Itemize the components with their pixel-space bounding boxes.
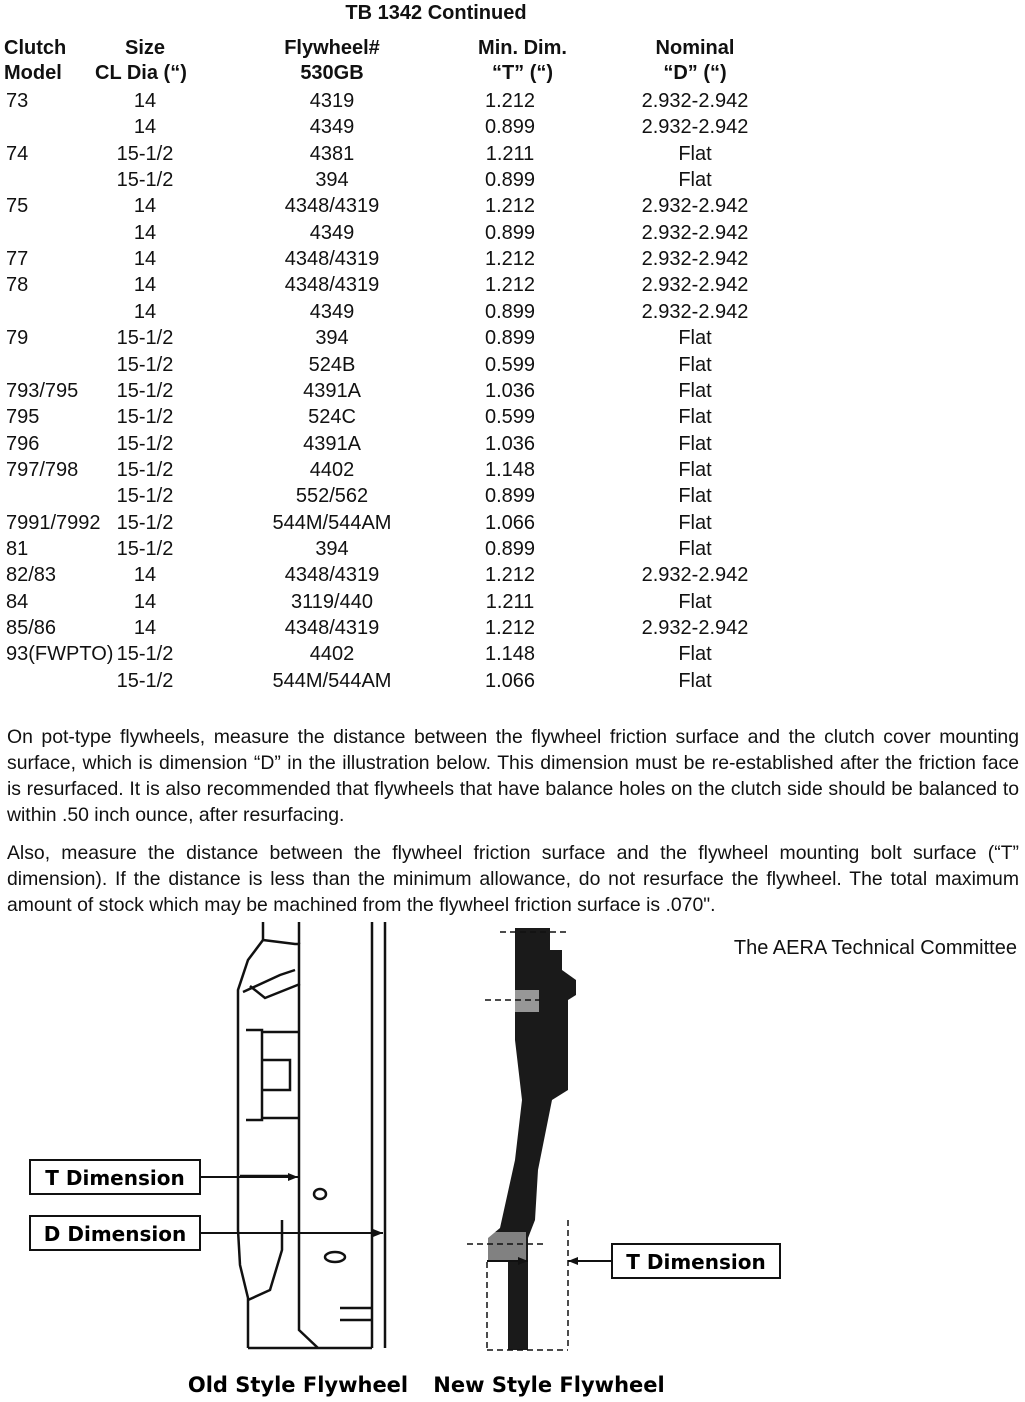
cell-min-dim: 0.899 xyxy=(484,537,536,560)
cell-size: 14 xyxy=(133,274,157,297)
cell-size: 15-1/2 xyxy=(116,458,174,481)
cell-size: 14 xyxy=(133,116,157,139)
cell-size: 14 xyxy=(133,90,157,112)
cell-model: 7991/7992 xyxy=(6,511,101,534)
cell-size: 15-1/2 xyxy=(116,669,174,692)
header-nominal-line1: Nominal xyxy=(655,37,735,59)
cell-min-dim: 1.148 xyxy=(484,643,536,666)
cell-nominal: Flat xyxy=(678,669,712,692)
cell-flywheel: 524C xyxy=(308,406,356,429)
cell-size: 14 xyxy=(133,564,157,587)
cell-nominal: Flat xyxy=(678,379,712,402)
cell-min-dim: 1.212 xyxy=(484,617,536,639)
cell-flywheel: 4349 xyxy=(309,116,355,139)
header-size-line1: Size xyxy=(124,37,166,59)
cell-min-dim: 1.066 xyxy=(484,669,536,692)
header-model-line2: Model xyxy=(4,62,62,84)
cell-model: 793/795 xyxy=(6,379,79,402)
cell-size: 15-1/2 xyxy=(116,353,174,376)
cell-size: 14 xyxy=(133,300,157,323)
credit-line: The AERA Technical Committee xyxy=(733,937,1017,959)
cell-model: 84 xyxy=(6,590,29,613)
cell-flywheel: 4348/4319 xyxy=(284,195,380,218)
cell-min-dim: 1.036 xyxy=(484,379,536,402)
cell-size: 15-1/2 xyxy=(116,485,174,508)
cell-size: 15-1/2 xyxy=(116,537,174,560)
cell-nominal: Flat xyxy=(678,353,712,376)
cell-nominal: 2.932-2.942 xyxy=(641,195,749,218)
cell-size: 15-1/2 xyxy=(116,379,174,402)
cell-nominal: 2.932-2.942 xyxy=(641,116,749,139)
cell-min-dim: 1.212 xyxy=(484,195,536,218)
cell-nominal: Flat xyxy=(678,458,712,481)
cell-nominal: Flat xyxy=(678,142,712,165)
cell-min-dim: 1.212 xyxy=(484,90,536,112)
cell-min-dim: 0.899 xyxy=(484,116,536,139)
new-style-flywheel-drawing xyxy=(467,928,576,1350)
cell-flywheel: 4348/4319 xyxy=(284,617,380,639)
header-flywheel-line1: Flywheel# xyxy=(284,37,380,59)
cell-nominal: 2.932-2.942 xyxy=(641,564,749,587)
paragraph-pot-type: On pot-type flywheels, measure the distance between the flywheel friction surface and the clutch cover mounting surface, which is dimension “D” in the illustration below. This dimension must be re-established after the friction face is resurfaced. It is also recommended that flywheels that have balance holes on the clutch side should be balanced to within .50 inch ounce, after resurfacing. xyxy=(7,726,1019,826)
old-style-flywheel-drawing xyxy=(238,922,385,1348)
cell-size: 14 xyxy=(133,195,157,218)
cell-flywheel: 4349 xyxy=(309,300,355,323)
header-min-dim-line1: Min. Dim. xyxy=(478,37,567,59)
cell-flywheel: 4348/4319 xyxy=(284,248,380,271)
cell-min-dim: 1.212 xyxy=(484,274,536,297)
cell-nominal: 2.932-2.942 xyxy=(641,221,749,244)
cell-flywheel: 4349 xyxy=(309,221,355,244)
page-title: TB 1342 Continued xyxy=(345,2,527,24)
cell-model: 796 xyxy=(6,432,40,455)
header-size-line2: CL Dia (“) xyxy=(95,62,187,84)
cell-min-dim: 0.899 xyxy=(484,327,536,350)
cell-min-dim: 1.036 xyxy=(484,432,536,455)
header-nominal-line2: “D” (“) xyxy=(663,62,727,84)
cell-min-dim: 0.899 xyxy=(484,300,536,323)
cell-nominal: 2.932-2.942 xyxy=(641,274,749,297)
cell-nominal: 2.932-2.942 xyxy=(641,248,749,271)
cell-model: 81 xyxy=(6,537,29,560)
cell-flywheel: 4391A xyxy=(303,379,361,402)
header-model-line1: Clutch xyxy=(4,37,67,59)
cell-flywheel: 524B xyxy=(308,353,356,376)
cell-min-dim: 1.148 xyxy=(484,458,536,481)
cell-flywheel: 394 xyxy=(315,327,349,350)
header-min-dim-line2: “T” (“) xyxy=(491,62,554,84)
paragraph-t-dimension: Also, measure the distance between the flywheel friction surface and the flywheel mounting bolt surface (“T” dimension). If the distance is less than the minimum allowance, do not resurface the flywheel. The total maximum amount of stock which may be machined from the flywheel friction surface is .070". xyxy=(7,842,1019,916)
cell-min-dim: 1.211 xyxy=(485,142,535,165)
cell-nominal: Flat xyxy=(678,537,712,560)
new-style-caption: New Style Flywheel xyxy=(433,1373,665,1397)
cell-size: 15-1/2 xyxy=(116,432,174,455)
cell-size: 15-1/2 xyxy=(116,643,174,666)
old-d-dimension-label: D Dimension xyxy=(43,1222,187,1246)
cell-size: 15-1/2 xyxy=(116,169,174,192)
cell-flywheel: 4391A xyxy=(303,432,361,455)
cell-nominal: Flat xyxy=(678,485,712,508)
cell-flywheel: 394 xyxy=(315,169,349,192)
cell-flywheel: 3119/440 xyxy=(291,590,373,613)
cell-size: 14 xyxy=(133,248,157,271)
cell-size: 15-1/2 xyxy=(116,142,174,165)
cell-model: 79 xyxy=(6,327,29,350)
cell-nominal: Flat xyxy=(678,432,712,455)
flywheel-illustration xyxy=(0,920,1025,1402)
cell-nominal: Flat xyxy=(678,511,712,534)
cell-size: 15-1/2 xyxy=(116,406,174,429)
cell-model: 75 xyxy=(6,195,29,218)
cell-min-dim: 1.211 xyxy=(485,590,535,613)
cell-min-dim: 0.899 xyxy=(484,485,536,508)
cell-nominal: 2.932-2.942 xyxy=(641,617,749,639)
cell-nominal: 2.932-2.942 xyxy=(641,90,749,112)
cell-nominal: 2.932-2.942 xyxy=(641,300,749,323)
cell-size: 15-1/2 xyxy=(116,327,174,350)
cell-min-dim: 1.066 xyxy=(484,511,536,534)
cell-size: 15-1/2 xyxy=(116,511,174,534)
cell-nominal: Flat xyxy=(678,406,712,429)
cell-nominal: Flat xyxy=(678,590,712,613)
cell-nominal: Flat xyxy=(678,327,712,350)
cell-model: 82/83 xyxy=(6,564,57,587)
cell-model: 93(FWPTO) xyxy=(6,643,114,666)
cell-model: 73 xyxy=(6,90,29,112)
cell-size: 14 xyxy=(133,221,157,244)
cell-flywheel: 4381 xyxy=(309,142,355,165)
old-style-caption: Old Style Flywheel xyxy=(187,1373,409,1397)
header-flywheel-line2: 530GB xyxy=(300,62,364,84)
cell-flywheel: 544M/544AM xyxy=(272,669,392,692)
cell-min-dim: 1.212 xyxy=(484,564,536,587)
cell-model: 77 xyxy=(6,248,29,271)
cell-flywheel: 4348/4319 xyxy=(284,564,380,587)
cell-flywheel: 4319 xyxy=(309,90,355,112)
cell-model: 85/86 xyxy=(6,617,57,639)
cell-model: 795 xyxy=(6,406,40,429)
cell-size: 14 xyxy=(133,617,157,639)
cell-model: 78 xyxy=(6,274,29,297)
cell-flywheel: 4348/4319 xyxy=(284,274,380,297)
cell-min-dim: 0.599 xyxy=(484,406,536,429)
cell-min-dim: 0.899 xyxy=(484,169,536,192)
cell-min-dim: 1.212 xyxy=(484,248,536,271)
cell-flywheel: 4402 xyxy=(309,643,355,666)
cell-flywheel: 544M/544AM xyxy=(272,511,392,534)
cell-model: 74 xyxy=(6,142,29,165)
old-t-dimension-label: T Dimension xyxy=(45,1166,185,1190)
cell-nominal: Flat xyxy=(678,643,712,666)
cell-flywheel: 394 xyxy=(315,537,349,560)
cell-flywheel: 552/562 xyxy=(295,485,369,508)
cell-min-dim: 0.599 xyxy=(484,353,536,376)
cell-size: 14 xyxy=(133,590,157,613)
cell-flywheel: 4402 xyxy=(309,458,355,481)
cell-model: 797/798 xyxy=(6,458,79,481)
cell-nominal: Flat xyxy=(678,169,712,192)
cell-min-dim: 0.899 xyxy=(484,221,536,244)
new-t-dimension-label: T Dimension xyxy=(626,1250,766,1274)
